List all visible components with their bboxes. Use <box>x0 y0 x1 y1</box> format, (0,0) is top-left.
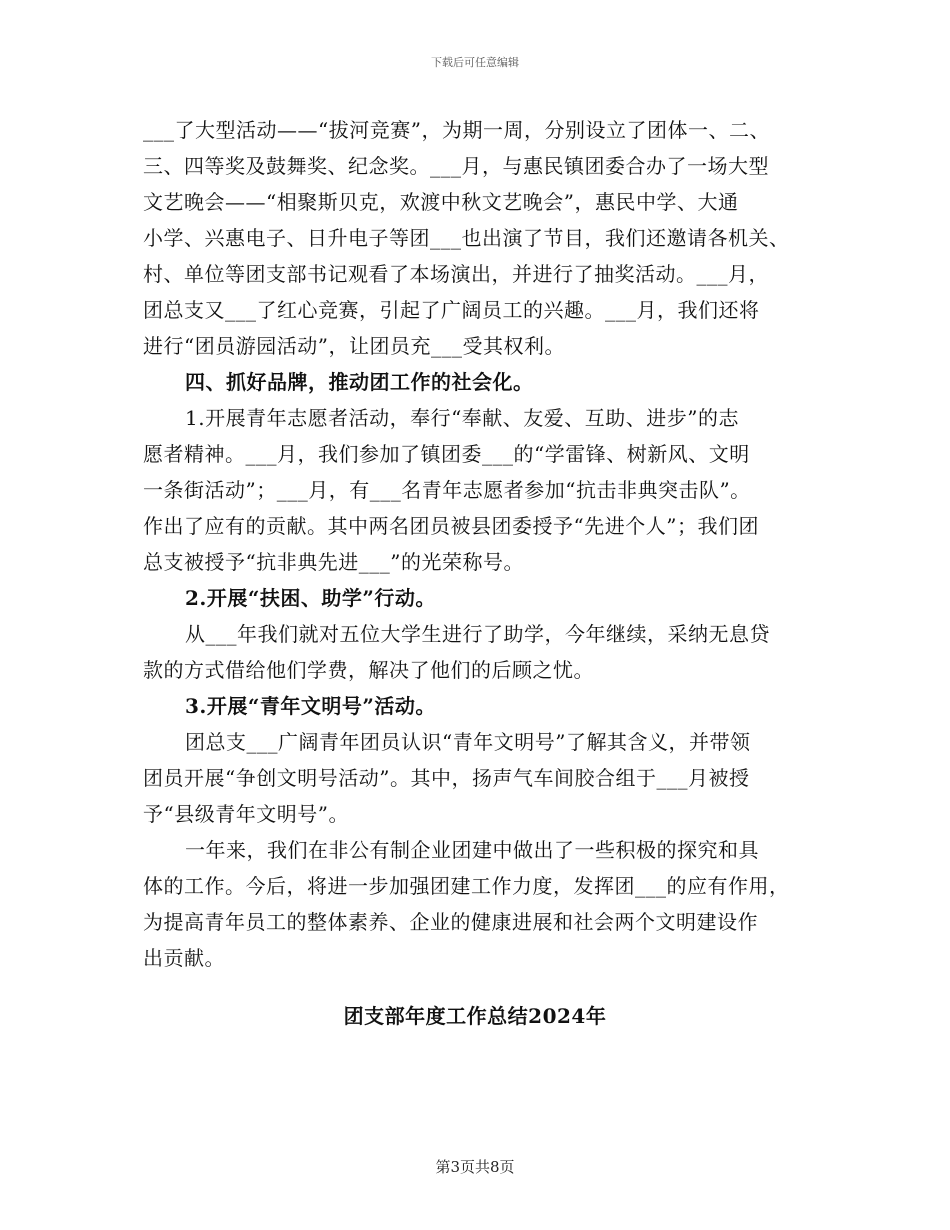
body-line: 款的方式借给他们学费，解决了他们的后顾之忧。 <box>143 658 594 682</box>
body-line: 三、四等奖及鼓舞奖、纪念奖。___月，与惠民镇团委合办了一场大型 <box>143 154 769 178</box>
body-line: 团员开展“争创文明号活动”。其中，扬声气车间胶合组于___月被授 <box>143 766 750 790</box>
subsection-heading: 3.开展“青年文明号”活动。 <box>185 694 436 718</box>
body-line: 一条街活动”；___月，有___名青年志愿者参加“抗击非典突击队”。 <box>143 478 751 502</box>
body-line: 一年来，我们在非公有制企业团建中做出了一些积极的探究和具 <box>185 838 759 862</box>
body-line: 小学、兴惠电子、日升电子等团___也出演了节目，我们还邀请各机关、 <box>143 226 790 250</box>
body-line: 进行“团员游园活动”，让团员充___受其权利。 <box>143 334 565 358</box>
body-line: 体的工作。今后，将进一步加强团建工作力度，发挥团___的应有作用， <box>143 874 790 898</box>
body-line: ___了大型活动——“拔河竞赛”，为期一周，分别设立了团体一、二、 <box>143 118 770 142</box>
body-line: 总支被授予“抗非典先进___”的光荣称号。 <box>143 550 524 574</box>
body-line: 文艺晚会——“相聚斯贝克，欢渡中秋文艺晚会”，惠民中学、大通 <box>143 190 739 214</box>
body-line: 予“县级青年文明号”。 <box>143 802 349 826</box>
document-body <box>143 112 833 976</box>
body-line: 1.开展青年志愿者活动，奉行“奉献、友爱、互助、进步”的志 <box>185 406 740 430</box>
page-number-footer: 第3页共8页 <box>435 1158 515 1176</box>
body-line: 从___年我们就对五位大学生进行了助学，今年继续，采纳无息贷 <box>185 622 770 646</box>
body-line: 出贡献。 <box>143 946 225 970</box>
subsection-heading: 2.开展“扶困、助学”行动。 <box>185 586 436 610</box>
body-line: 作出了应有的贡献。其中两名团员被县团委授予“先进个人”；我们团 <box>143 514 759 538</box>
body-line: 团总支又___了红心竞赛，引起了广阔员工的兴趣。___月，我们还将 <box>143 298 760 322</box>
body-line: 愿者精神。___月，我们参加了镇团委___的“学雷锋、树新风、文明 <box>143 442 750 466</box>
page-header-note: 下载后可任意编辑 <box>431 56 519 69</box>
section-heading: 四、抓好品牌，推动团工作的社会化。 <box>185 370 534 394</box>
body-line: 为提高青年员工的整体素养、企业的健康进展和社会两个文明建设作 <box>143 910 758 934</box>
body-line: 村、单位等团支部书记观看了本场演出，并进行了抽奖活动。___月， <box>143 262 769 286</box>
next-document-title: 团支部年度工作总结2024年 <box>343 1004 607 1028</box>
body-line: 团总支___广阔青年团员认识“青年文明号”了解其含义，并带领 <box>185 730 751 754</box>
